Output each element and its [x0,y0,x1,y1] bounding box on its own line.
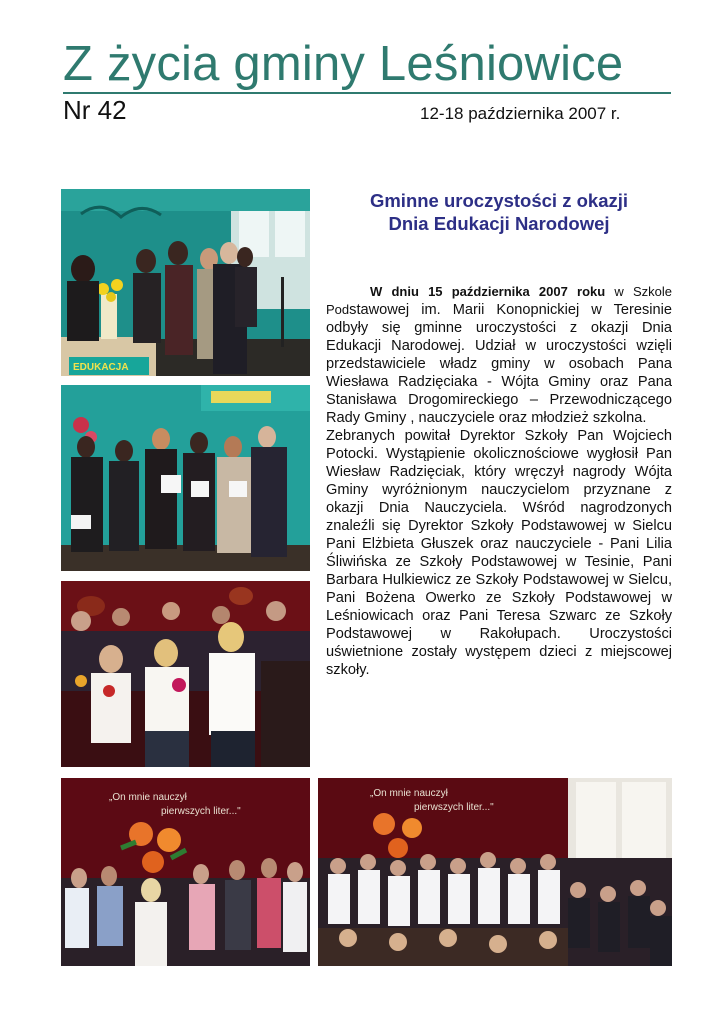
article-paragraph-1 [326,283,672,427]
photo-children-performance-right [318,778,672,966]
issue-number: Nr 42 [63,95,127,125]
issue-date: 12-18 października 2007 r. [420,104,621,123]
edukacja-sign: EDUKACJA [73,362,129,373]
photo-girls-singing [61,581,310,767]
article-paragraph-2: Zebranych powitał Dyrektor Szkoły Pan Wojciech Potocki. Wystąpienie okolicznościowe wygłosił Pan Wiesław Radzięciak, który wręczył nagrody Wójta Gminy wyróżnionym nauczycielom przyznane z okazji Dnia Nauczyciela. Wśród nagrodzonych znaleźli się Dyrektor Szkoły Podstawowej w Sielcu Pani Elżbieta Głuszek oraz nauczyciele - Pani Lilia Śliwińska ze Szkoły Podstawowej w Tesinie, Pani Barbara Hulkiewicz ze Szkoły Podstawowej w Sielcu, Pani Bożena Owerko ze Szkoły Podstawowej w Leśniowicach oraz Pani Teresa Szwarc ze Szkoły Podstawowej w Rakołupach. Uroczystości uświetnione zostały występem dzieci z miejscowej szkoły. [326,428,672,678]
headline-line-1: Gminne uroczystości z okazji [369,190,629,211]
paragraph-1-text: stawowej im. Marii Konopnickiej w Teresinie odbyły się gminne uroczystości z okazji Dnia Edukacji Narodowej. Udział w uroczystości wzięli przedstawiciele władz gminy w osobach Pana Wiesława Radzięciaka - Wójta Gminy oraz Pana Stanisława Drogomireckiego – Przewodniczącego Rady Gminy , nauczyciele oraz młodzież szkolna. [326,302,672,426]
photo-award-ceremony [61,189,310,376]
lead-date: W dniu 15 października 2007 roku [370,284,606,299]
title-rule [63,92,671,94]
article-headline [326,189,672,235]
newsletter-title: Z życia gminy Leśniowice [63,37,624,91]
masthead [63,38,671,94]
article-body [326,283,672,679]
photo-children-performance-left [61,778,310,966]
banner-text-line2: pierwszych liter..." [161,806,241,817]
banner-text-line1: „On mnie nauczył [109,792,187,803]
banner-text-line1-right: „On mnie nauczył [370,788,448,799]
banner-text-line2-right: pierwszych liter..." [414,802,494,813]
photo-award-recipients [61,385,310,571]
lead-small-text: w Szkole Pod [326,284,672,317]
headline-line-2: Dnia Edukacji Narodowej [388,213,610,234]
